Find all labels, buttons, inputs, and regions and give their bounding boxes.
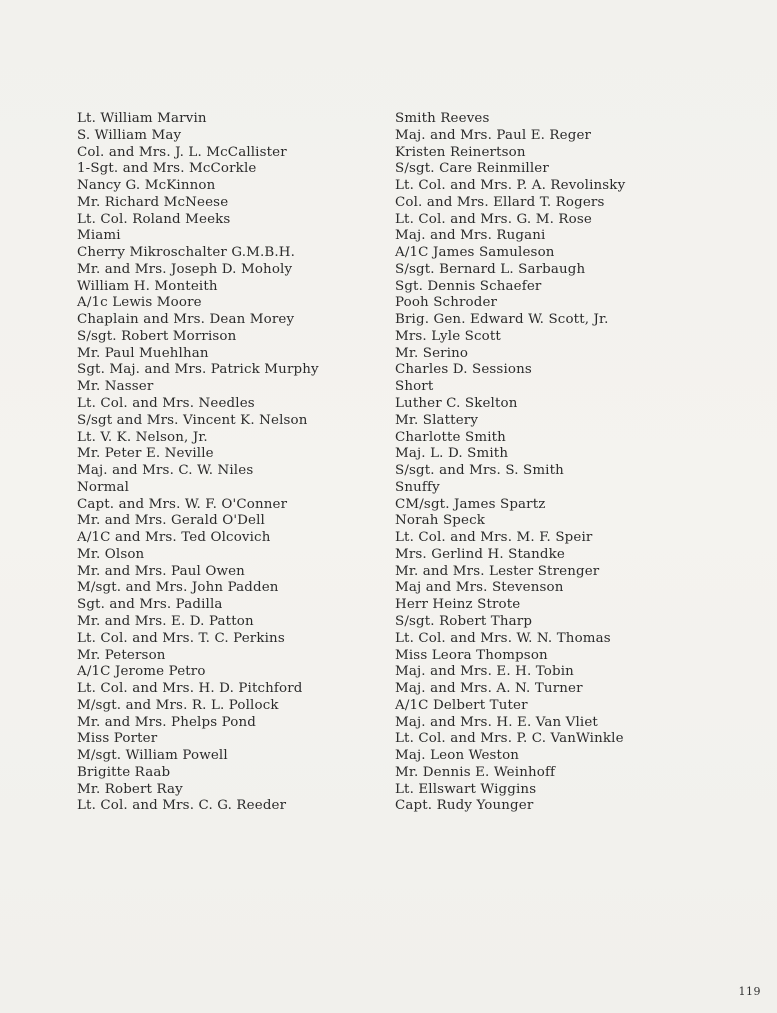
list-item: A/1C James Samuleson [395, 245, 555, 261]
list-item: S/sgt. Robert Morrison [77, 328, 237, 344]
list-item: Maj. and Mrs. Rugani [395, 228, 546, 244]
list-item: Maj. and Mrs. A. N. Turner [395, 681, 583, 697]
list-item: M/sgt. William Powell [77, 748, 228, 764]
list-item: Miss Leora Thompson [395, 647, 548, 663]
list-item: Sgt. Maj. and Mrs. Patrick Murphy [77, 362, 319, 378]
list-item: Lt. Col. and Mrs. M. F. Speir [395, 530, 593, 546]
list-item: Maj. Leon Weston [395, 748, 520, 764]
list-item: Mr. and Mrs. Joseph D. Moholy [77, 261, 293, 277]
page-number: 119 [738, 985, 761, 998]
list-item: Mrs. Lyle Scott [395, 328, 501, 344]
list-item: Mr. Peter E. Neville [77, 446, 214, 462]
list-item: Sgt. Dennis Schaefer [395, 278, 542, 294]
list-item: S/sgt and Mrs. Vincent K. Nelson [77, 412, 308, 428]
list-item: Lt. Col. and Mrs. Needles [77, 396, 255, 412]
list-item: Mr. Robert Ray [77, 781, 183, 797]
list-item: Nancy G. McKinnon [77, 178, 216, 194]
list-item: Miami [77, 228, 121, 244]
list-item: Lt. Col. and Mrs. P. C. VanWinkle [395, 731, 624, 747]
list-item: Mr. Olson [77, 546, 145, 562]
list-item: Luther C. Skelton [395, 396, 518, 412]
list-item: Brig. Gen. Edward W. Scott, Jr. [395, 312, 609, 328]
list-item: Mr. and Mrs. Phelps Pond [77, 714, 256, 730]
list-item: Maj. and Mrs. E. H. Tobin [395, 664, 574, 680]
list-item: Maj and Mrs. Stevenson [395, 580, 564, 596]
list-item: Mr. Richard McNeese [77, 194, 229, 210]
list-item: Smith Reeves [395, 111, 490, 126]
list-item: Col. and Mrs. Ellard T. Rogers [395, 194, 605, 210]
list-item: Lt. Col. and Mrs. T. C. Perkins [77, 630, 285, 646]
list-item: Chaplain and Mrs. Dean Morey [77, 312, 295, 328]
list-item: Mr. Paul Muehlhan [77, 345, 209, 361]
list-item: M/sgt. and Mrs. R. L. Pollock [77, 697, 279, 713]
list-item: Miss Porter [77, 731, 158, 747]
list-item: Lt. V. K. Nelson, Jr. [77, 429, 208, 445]
list-item: Short [395, 379, 434, 395]
list-item: Cherry Mikroschalter G.M.B.H. [77, 245, 296, 261]
list-item: Charles D. Sessions [395, 362, 532, 378]
name-list-left-column [77, 111, 319, 815]
list-item: M/sgt. and Mrs. John Padden [77, 580, 279, 596]
list-item: Lt. William Marvin [77, 111, 207, 126]
list-item: Snuffy [395, 479, 440, 495]
list-item: Mr. Slattery [395, 412, 479, 428]
list-item: Lt. Col. Roland Meeks [77, 211, 231, 227]
list-item: Maj. and Mrs. Paul E. Reger [395, 127, 592, 143]
list-item: Pooh Schroder [395, 295, 498, 311]
list-item: Brigitte Raab [77, 764, 171, 780]
list-item: Lt. Col. and Mrs. H. D. Pitchford [77, 681, 303, 697]
list-item: Capt. Rudy Younger [395, 798, 534, 814]
list-item: S/sgt. Care Reinmiller [395, 161, 549, 177]
list-item: Mr. Serino [395, 345, 469, 361]
list-item: Mr. and Mrs. E. D. Patton [77, 613, 254, 629]
list-item: Mr. Dennis E. Weinhoff [395, 764, 556, 780]
list-item: A/1C Jerome Petro [77, 664, 206, 680]
list-item: Mrs. Gerlind H. Standke [395, 546, 565, 562]
list-item: S/sgt. and Mrs. S. Smith [395, 463, 564, 479]
list-item: S/sgt. Bernard L. Sarbaugh [395, 261, 586, 277]
list-item: Norah Speck [395, 513, 485, 529]
list-item: Lt. Col. and Mrs. P. A. Revolinsky [395, 178, 626, 194]
list-item: Maj. L. D. Smith [395, 446, 509, 462]
list-item: Lt. Col. and Mrs. W. N. Thomas [395, 630, 611, 646]
list-item: CM/sgt. James Spartz [395, 496, 546, 512]
list-item: Mr. and Mrs. Gerald O'Dell [77, 513, 265, 529]
list-item: S/sgt. Robert Tharp [395, 613, 533, 629]
list-item: Normal [77, 479, 130, 495]
list-item: Kristen Reinertson [395, 144, 526, 160]
list-item: Mr. Nasser [77, 379, 154, 395]
list-item: Maj. and Mrs. C. W. Niles [77, 463, 254, 479]
list-item: Herr Heinz Strote [395, 597, 521, 613]
list-item: Sgt. and Mrs. Padilla [77, 597, 223, 613]
list-item: Mr. and Mrs. Lester Strenger [395, 563, 600, 579]
list-item: Capt. and Mrs. W. F. O'Conner [77, 496, 288, 512]
list-item: 1-Sgt. and Mrs. McCorkle [77, 161, 257, 177]
list-item: Lt. Col. and Mrs. C. G. Reeder [77, 798, 287, 814]
list-item: Charlotte Smith [395, 429, 506, 445]
list-item: A/1C and Mrs. Ted Olcovich [77, 530, 271, 546]
list-item: Mr. Peterson [77, 647, 166, 663]
list-item: William H. Monteith [77, 278, 218, 294]
list-item: Lt. Ellswart Wiggins [395, 781, 537, 797]
list-item: Col. and Mrs. J. L. McCallister [77, 144, 287, 160]
list-item: Mr. and Mrs. Paul Owen [77, 563, 245, 579]
list-item: Lt. Col. and Mrs. G. M. Rose [395, 211, 592, 227]
list-item: S. William May [77, 127, 182, 143]
list-item: A/1C Delbert Tuter [395, 697, 528, 713]
list-item: Maj. and Mrs. H. E. Van Vliet [395, 714, 598, 730]
list-item: A/1c Lewis Moore [77, 295, 202, 311]
name-list-right-column [395, 111, 625, 815]
